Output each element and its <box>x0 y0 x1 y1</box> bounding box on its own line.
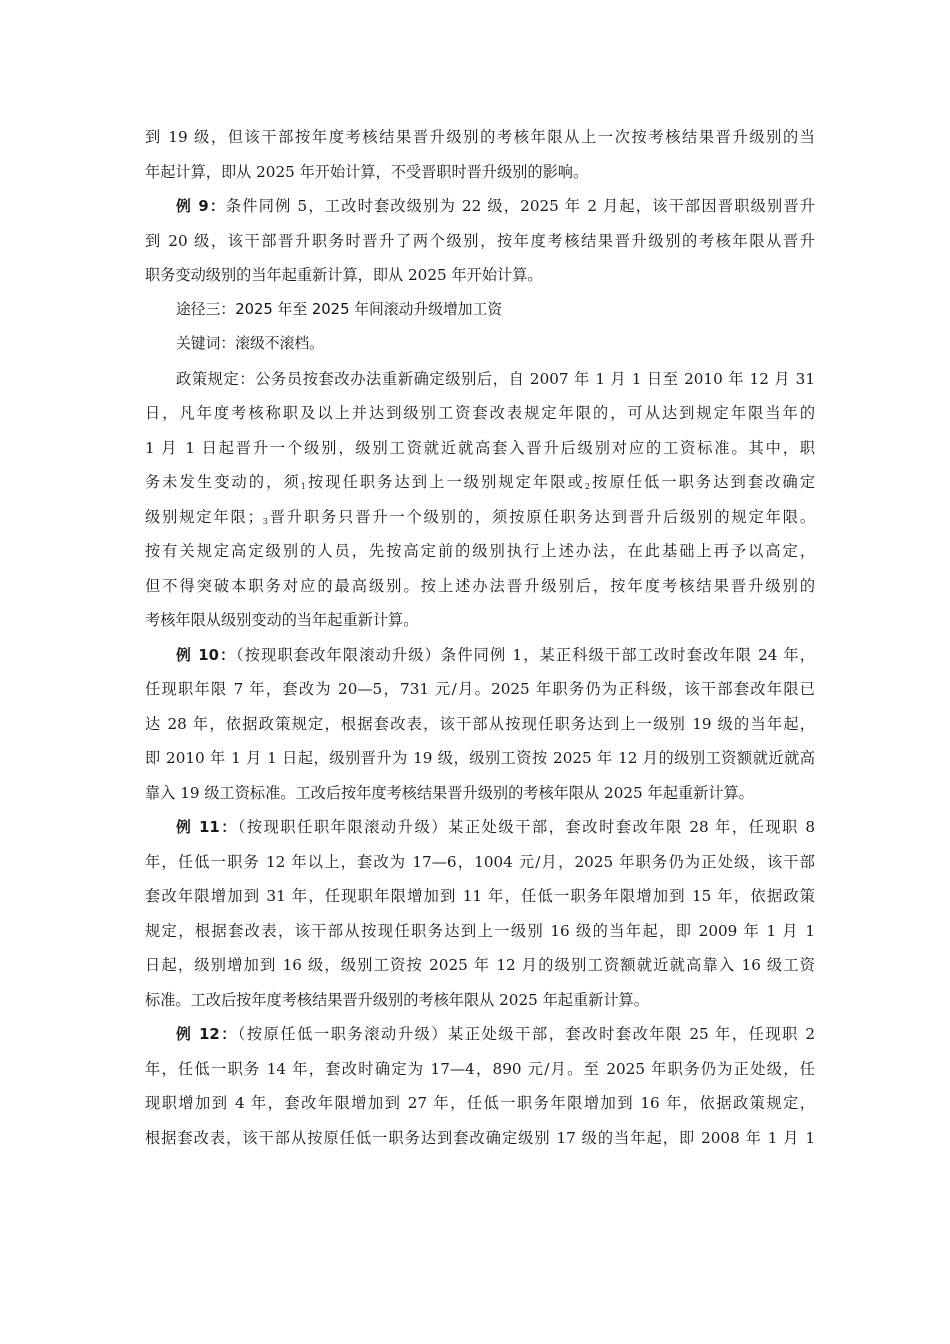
text-line: 但不得突破本职务对应的最高级别。按上述办法晋升级别后，按年度考核结果晋升级别的 <box>145 576 815 595</box>
example-label: 例 9： <box>176 198 226 215</box>
text-line: 到 20 级，该干部晋升职务时晋升了两个级别，按年度考核结果晋升级别的考核年限从晋升 <box>145 231 815 250</box>
text-span: 按原任低一职务达到套改确定 <box>590 473 816 491</box>
text-span: 晋升职务只晋升一个级别的，须按原任职务达到晋升后级别的规定年限。 <box>267 507 816 526</box>
example-12-line <box>145 1017 815 1052</box>
text-line: 套改年限增加到 31 年，任现职年限增加到 11 年，任低一职务年限增加到 15 年，依据政策 <box>145 887 815 905</box>
text-line: 年起计算，即从 2025 年开始计算，不受晋职时晋升级别的影响。 <box>145 162 589 181</box>
text-span: （按现职套改年限滚动升级）条件同例 1，某正科级干部工改时套改年限 24 年， <box>236 645 815 664</box>
text-span: 级别规定年限； <box>145 507 263 526</box>
text-span: 按现任职务达到上一级别规定年限或 <box>305 473 585 491</box>
text-line: 政策规定：公务员按套改办法重新确定级别后，自 2007 年 1 月 1 日至 2010 年 12 月 31 <box>176 369 815 388</box>
text-span: （按现职任职年限滚动升级）某正处级干部，套改时套改年限 28 年，任现职 8 <box>237 818 816 836</box>
text-line: 任现职年限 7 年，套改为 20—5，731 元/月。2025 年职务仍为正科级，该干部套改年限已 <box>145 680 815 698</box>
text-line: 现职增加到 4 年，套改年限增加到 27 年，任低一职务年限增加到 16 年，依据政策规定， <box>145 1094 815 1112</box>
policy-line-subscripts <box>145 500 815 535</box>
example-11-line <box>145 810 815 845</box>
subscript-marker: 1 <box>300 482 306 491</box>
text-line: 年，任低一职务 12 年以上，套改为 17—6，1004 元/月，2025 年职务仍为正处级，该干部 <box>145 852 815 871</box>
text-line: 规定，根据套改表，该干部从按现任职务达到上一级别 16 级的当年起，即 2009 年 1 月 1 <box>145 921 815 940</box>
text-line: 1 月 1 日起晋升一个级别，级别工资就近就高套入晋升后级别对应的工资标准。其中，职 <box>145 438 815 457</box>
text-line: 达 28 年，依据政策规定，根据套改表，该干部从按现任职务达到上一级别 19 级的当年起， <box>145 714 815 733</box>
example-label: 例 10： <box>176 646 236 664</box>
text-span: （按原任低一职务滚动升级）某正处级干部，套改时套改年限 25 年，任现职 2 <box>237 1025 816 1043</box>
text-span: 条件同例 5，工改时套改级别为 22 级，2025 年 2 月起，该干部因晋职级别晋升 <box>225 197 815 215</box>
keywords-line: 关键词：滚级不滚档。 <box>176 335 324 352</box>
text-line: 按有关规定高定级别的人员，先按高定前的级别执行上述办法，在此基础上再予以高定， <box>145 542 815 560</box>
example-label: 例 11： <box>176 819 238 836</box>
text-line: 日，凡年度考核称职及以上并达到级别工资套改表规定年限的，可从达到规定年限当年的 <box>145 404 815 422</box>
text-line: 考核年限从级别变动的当年起重新计算。 <box>145 611 419 629</box>
text-line: 即 2010 年 1 月 1 日起，级别晋升为 19 级，级别工资按 2025 年 12 月的级别工资额就近就高 <box>145 749 815 767</box>
document-page <box>145 120 815 1155</box>
text-span: 务未发生变动的，须 <box>145 473 301 491</box>
text-line: 年，任低一职务 14 年，套改时确定为 17—4，890 元/月。至 2025 年职务仍为正处级，任 <box>145 1059 815 1078</box>
text-line: 职务变动级别的当年起重新计算，即从 2025 年开始计算。 <box>145 266 543 284</box>
example-9-line <box>145 189 815 224</box>
text-line: 到 19 级，但该干部按年度考核结果晋升级别的考核年限从上一次按考核结果晋升级别的当 <box>145 128 815 146</box>
subscript-marker: 3 <box>262 516 268 526</box>
example-10-line <box>145 638 815 673</box>
policy-line-subscripts <box>145 465 815 500</box>
text-line: 日起，级别增加到 16 级，级别工资按 2025 年 12 月的级别工资额就近就高靠入 16 级工资 <box>145 956 815 974</box>
subscript-marker: 2 <box>584 482 591 491</box>
text-line: 根据套改表，该干部从按原任低一职务达到套改确定级别 17 级的当年起，即 2008 年 1 月 1 <box>145 1128 815 1147</box>
section-heading: 途径三：2025 年至 2025 年间滚动升级增加工资 <box>176 300 503 318</box>
text-line: 标准。工改后按年度考核结果晋升级别的考核年限从 2025 年起重新计算。 <box>145 990 649 1009</box>
text-line: 靠入 19 级工资标准。工改后按年度考核结果晋升级别的考核年限从 2025 年起重新计算。 <box>145 783 754 802</box>
example-label: 例 12： <box>176 1026 238 1043</box>
